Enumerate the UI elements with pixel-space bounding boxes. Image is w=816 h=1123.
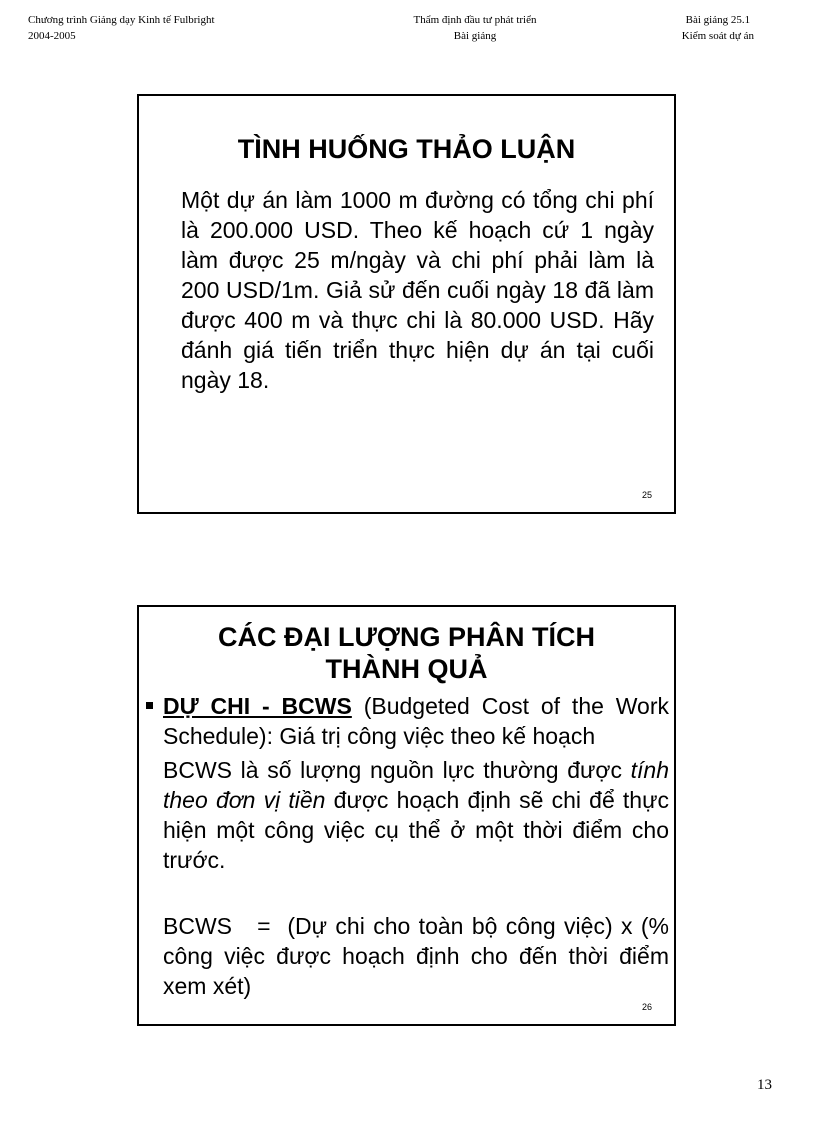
lecture-number: Bài giảng 25.1 <box>685 14 751 26</box>
slide-title-line1: CÁC ĐẠI LƯỢNG PHÂN TÍCH <box>218 622 595 652</box>
slide-body: Một dự án làm 1000 m đường có tổng chi phí là 200.000 USD. Theo kế hoạch cứ 1 ngày làm được 25 m/ngày và chi phí phải làm là 200 USD/1m. Giả sử đến cuối ngày 18 đã làm được 400 m và thực chi là 80.000 USD. Hãy đánh giá tiến triển thực hiện dự án tại cuối ngày 18. <box>181 187 654 393</box>
bcws-formula: BCWS = (Dự chi cho toàn bộ công việc) x (% công việc được hoạch định cho đến thời điểm xem xét) <box>163 913 676 999</box>
bcws-term: DỰ CHI - BCWS <box>163 693 352 719</box>
slide-title <box>139 621 674 685</box>
page-number: 13 <box>757 1077 772 1093</box>
bullet-square-icon <box>146 702 153 709</box>
bullet-content <box>163 691 676 1001</box>
slide-26 <box>137 605 676 1026</box>
slide-title: TÌNH HUỐNG THẢO LUẬN <box>237 134 576 164</box>
slide-title-line2: THÀNH QUẢ <box>325 654 488 684</box>
subject-name: Thẩm định đầu tư phát triển <box>413 14 537 26</box>
doc-type: Bài giảng <box>453 30 497 42</box>
slide-25 <box>137 94 676 514</box>
header-right <box>682 12 754 44</box>
lecture-title: Kiểm soát dự án <box>681 30 754 42</box>
header-center <box>370 12 580 44</box>
header-left <box>28 12 215 44</box>
slide-number: 26 <box>641 1002 652 1012</box>
bcws-term-description: (Budgeted Cost of the Work Schedule): Giá trị công việc theo kế hoạch <box>163 693 670 749</box>
course-year: 2004-2005 <box>28 30 76 42</box>
bullet-item <box>139 691 674 1001</box>
italic-phrase: tính theo đơn vị tiền <box>163 757 669 813</box>
bcws-explanation: BCWS là số lượng nguồn lực thường được tính theo đơn vị tiền được hoạch định sẽ chi để thực hiện một công việc cụ thể ở một thời điểm cho trước. <box>163 757 669 873</box>
course-name: Chương trình Giảng dạy Kinh tế Fulbright <box>28 14 215 26</box>
slide-number: 25 <box>641 490 652 500</box>
bcws-definition <box>163 691 669 751</box>
